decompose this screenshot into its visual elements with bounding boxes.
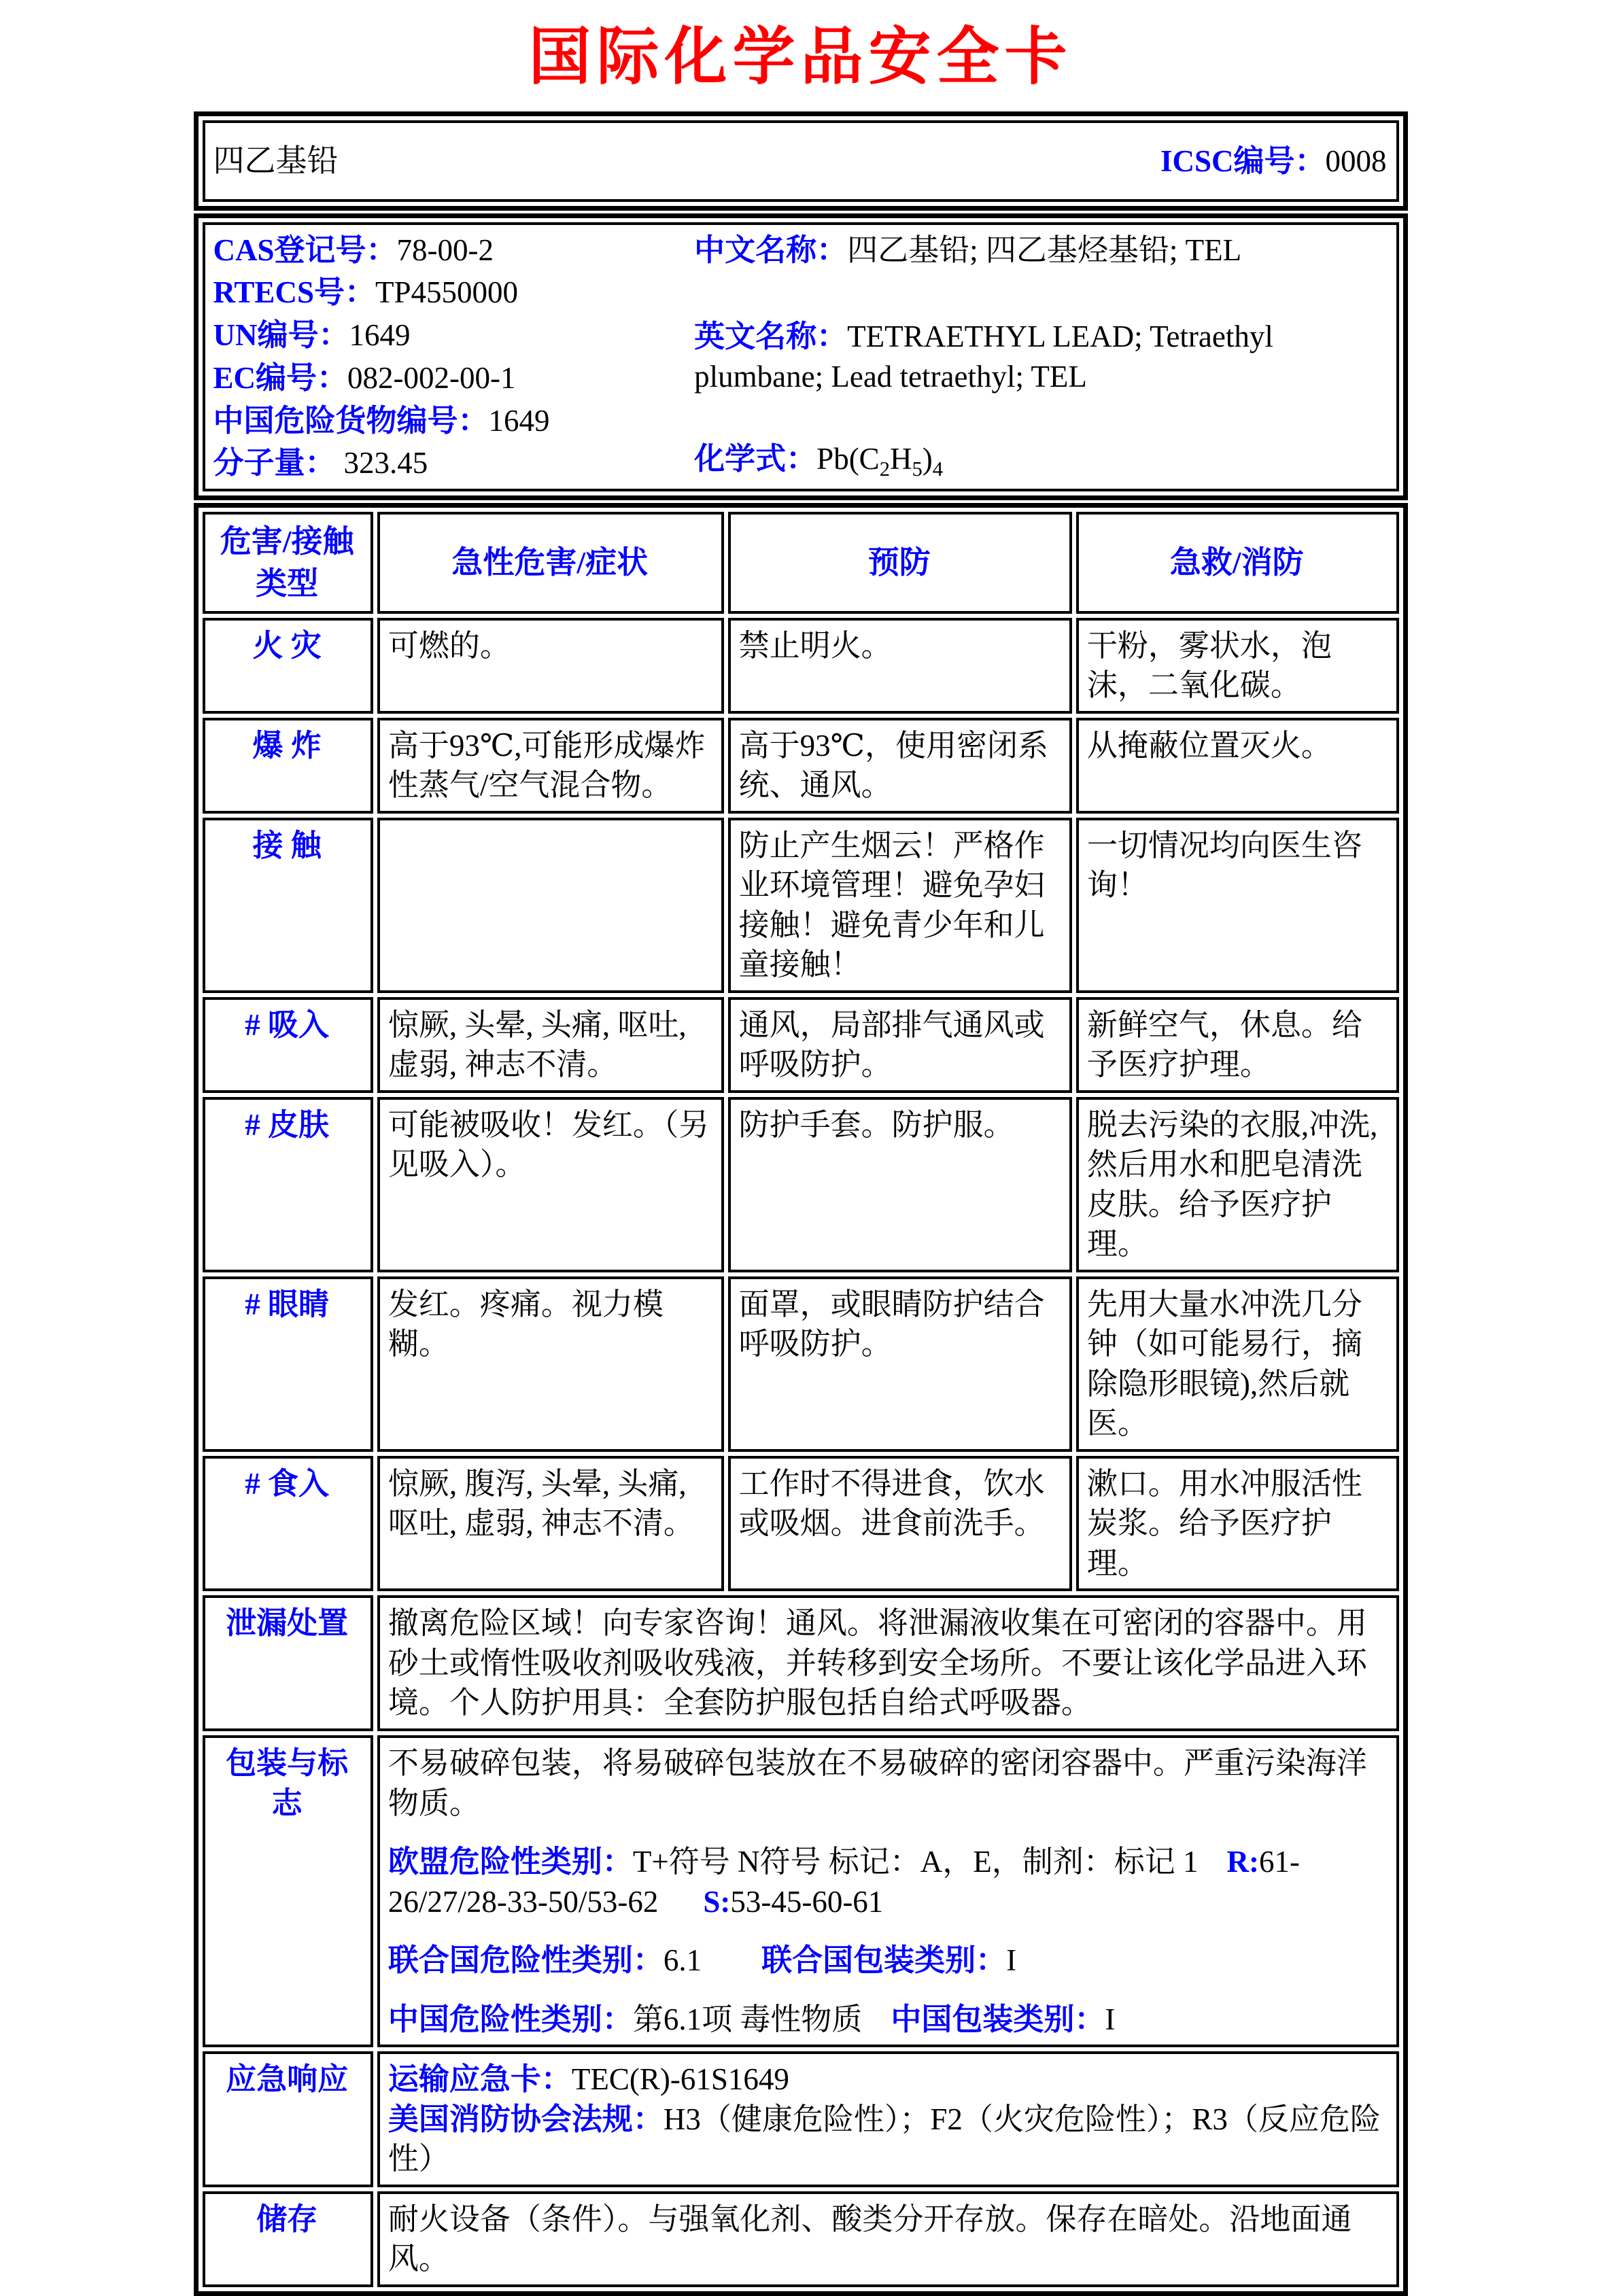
identifiers-left-column — [213, 230, 695, 483]
skin-symptom: 可能被吸收！发红。（另见吸入）。 — [377, 1097, 724, 1272]
cn-class-value: 第6.1项 毒性物质 — [632, 2002, 863, 2036]
formula-subscript: 4 — [932, 457, 944, 481]
skin-response: 脱去污染的衣服,冲洗,然后用水和肥皂清洗皮肤。给予医疗护理。 — [1076, 1097, 1399, 1272]
spill-disposal-text: 撤离危险区域！向专家咨询！通风。将泄漏液收集在可密闭的容器中。用砂土或惰性吸收剂吸收残液，并转移到安全场所。不要让该化学品进入环境。个人防护用具：全套防护服包括自给式呼吸器。 — [377, 1595, 1399, 1731]
chemical-name: 四乙基铅 — [213, 143, 339, 178]
chemical-formula-value — [816, 442, 944, 481]
chemical-header-row — [203, 120, 1399, 202]
formula-subscript: 5 — [912, 457, 923, 481]
hazard-table-header-row — [203, 512, 1399, 614]
s-phrases-value: 53-45-60-61 — [730, 1884, 884, 1919]
un-number — [213, 315, 695, 355]
table-row-emergency-response — [203, 2051, 1399, 2187]
inhalation-response: 新鲜空气，休息。给予医疗护理。 — [1076, 997, 1399, 1093]
header-first-aid: 急救/消防 — [1076, 512, 1399, 614]
molecular-weight — [213, 443, 695, 483]
chemical-header-table — [194, 111, 1408, 211]
molecular-weight-label: 分子量： — [213, 446, 336, 481]
chemical-formula — [694, 439, 1386, 483]
ec-number-value: 082-002-00-1 — [347, 360, 516, 395]
ec-number — [213, 358, 695, 398]
un-number-value: 1649 — [349, 318, 411, 353]
table-row-exposure — [203, 818, 1399, 993]
china-dg-number-value: 1649 — [488, 403, 550, 438]
fire-symptom: 可燃的。 — [377, 618, 724, 714]
transport-emergency-card — [388, 2059, 1387, 2100]
un-classification — [388, 1941, 1387, 1981]
cn-class-label: 中国危险性类别： — [388, 2002, 633, 2036]
nfpa-label: 美国消防协会法规： — [388, 2102, 664, 2136]
identifiers-right-column — [694, 230, 1386, 483]
row-category: 泄漏处置 — [203, 1595, 373, 1731]
row-category: 接 触 — [203, 818, 373, 993]
eyes-response: 先用大量水冲洗几分钟（如可能易行，摘除隐形眼镜),然后就医。 — [1076, 1276, 1399, 1452]
cas-number — [213, 230, 695, 271]
tec-value: TEC(R)-61S1649 — [571, 2062, 789, 2097]
storage-text: 耐火设备（条件）。与强氧化剂、酸类分开存放。保存在暗处。沿地面通风。 — [377, 2191, 1399, 2287]
fire-response: 干粉，雾状水，泡沫，二氧化碳。 — [1076, 618, 1399, 714]
r-phrases-label: R: — [1226, 1845, 1259, 1879]
eyes-prevention: 面罩，或眼睛防护结合呼吸防护。 — [728, 1276, 1072, 1452]
table-row-skin — [203, 1097, 1399, 1272]
molecular-weight-value: 323.45 — [343, 446, 428, 481]
nfpa-code — [388, 2100, 1387, 2179]
identifiers-table — [194, 213, 1408, 500]
emergency-response-cell — [377, 2051, 1399, 2187]
explosion-prevention: 高于93℃，使用密闭系统、通风。 — [728, 718, 1072, 814]
header-prevention: 预防 — [728, 512, 1072, 614]
chinese-names — [694, 230, 1386, 271]
chemical-header-cell — [203, 120, 1399, 202]
english-names-label: 英文名称： — [694, 319, 848, 354]
safety-card — [194, 111, 1408, 2296]
eu-classification-value: T+符号 N符号 标记：A，E，制剂：标记 1 — [632, 1845, 1199, 1879]
un-class-label: 联合国危险性类别： — [388, 1943, 664, 1978]
row-category: 应急响应 — [203, 2051, 373, 2187]
row-category: # 眼睛 — [203, 1276, 373, 1452]
ingestion-prevention: 工作时不得进食，饮水或吸烟。进食前洗手。 — [728, 1456, 1072, 1592]
cn-pack-label: 中国包装类别： — [891, 2002, 1105, 2036]
icsc-number — [1160, 141, 1387, 181]
nfpa-value: H3（健康危险性）；F2（火灾危险性）；R3（反应危险性） — [388, 2102, 1381, 2176]
english-names-value: TETRAETHYL LEAD; Tetraethyl plumbane; Lead tetraethyl; TEL — [694, 319, 1273, 394]
un-number-label: UN编号： — [213, 318, 349, 353]
eyes-symptom: 发红。疼痛。视力模糊。 — [377, 1276, 724, 1452]
ec-number-label: EC编号： — [213, 360, 348, 395]
s-phrases-label: S: — [703, 1884, 731, 1919]
eu-classification-label: 欧盟危险性类别： — [388, 1845, 633, 1879]
row-category: 火 灾 — [203, 618, 373, 714]
china-dg-number — [213, 401, 695, 441]
row-category: # 吸入 — [203, 997, 373, 1093]
eu-classification — [388, 1842, 1387, 1921]
header-hazard-type: 危害/接触类型 — [203, 512, 373, 614]
header-acute-hazards: 急性危害/症状 — [377, 512, 724, 614]
icsc-number-value: 0008 — [1325, 143, 1387, 178]
table-row-storage — [203, 2191, 1399, 2287]
row-category: 储存 — [203, 2191, 373, 2287]
rtecs-number-label: RTECS号： — [213, 275, 375, 310]
chinese-names-value: 四乙基铅; 四乙基烃基铅; TEL — [847, 232, 1242, 267]
rtecs-number-value: TP4550000 — [375, 275, 518, 310]
row-category: 包装与标志 — [203, 1735, 373, 2047]
cn-pack-value: I — [1105, 2002, 1116, 2036]
row-category: 爆 炸 — [203, 718, 373, 814]
table-row-fire — [203, 618, 1399, 714]
table-row-eyes — [203, 1276, 1399, 1452]
english-names — [694, 317, 1386, 396]
explosion-symptom: 高于93℃,可能形成爆炸性蒸气/空气混合物。 — [377, 718, 724, 814]
packaging-labelling-cell — [377, 1735, 1399, 2047]
china-dg-number-label: 中国危险货物编号： — [213, 403, 489, 438]
table-row-spill-disposal — [203, 1595, 1399, 1731]
exposure-symptom — [377, 818, 724, 993]
formula-part: Pb(C — [816, 442, 880, 476]
un-pack-label: 联合国包装类别： — [761, 1943, 1007, 1978]
formula-subscript: 2 — [879, 457, 890, 481]
cn-classification — [388, 2000, 1387, 2040]
formula-part: ) — [922, 442, 933, 476]
exposure-prevention: 防止产生烟云！严格作业环境管理！避免孕妇接触！避免青少年和儿童接触！ — [728, 818, 1072, 993]
tec-label: 运输应急卡： — [388, 2062, 572, 2097]
ingestion-symptom: 惊厥, 腹泻, 头晕, 头痛, 呕吐, 虚弱, 神志不清。 — [377, 1456, 724, 1592]
fire-prevention: 禁止明火。 — [728, 618, 1072, 714]
ingestion-response: 漱口。用水冲服活性炭浆。给予医疗护理。 — [1076, 1456, 1399, 1592]
exposure-response: 一切情况均向医生咨询！ — [1076, 818, 1399, 993]
table-row-inhalation — [203, 997, 1399, 1093]
inhalation-prevention: 通风，局部排气通风或呼吸防护。 — [728, 997, 1072, 1093]
identifiers-row — [203, 222, 1399, 491]
r-phrases-value: 61-26/27/28-33-50/53-62 — [388, 1845, 1300, 1919]
rtecs-number — [213, 273, 695, 313]
identifiers-cell — [203, 222, 1399, 491]
table-row-explosion — [203, 718, 1399, 814]
hazard-table — [194, 503, 1408, 2296]
table-row-ingestion — [203, 1456, 1399, 1592]
table-row-packaging-labelling — [203, 1735, 1399, 2047]
row-category: # 食入 — [203, 1456, 373, 1592]
explosion-response: 从掩蔽位置灭火。 — [1076, 718, 1399, 814]
page-title: 国际化学品安全卡 — [528, 22, 1073, 92]
inhalation-symptom: 惊厥, 头晕, 头痛, 呕吐, 虚弱, 神志不清。 — [377, 997, 724, 1093]
cas-number-value: 78-00-2 — [396, 232, 494, 267]
formula-part: H — [890, 442, 912, 476]
skin-prevention: 防护手套。防护服。 — [728, 1097, 1072, 1272]
chinese-names-label: 中文名称： — [694, 232, 848, 267]
packaging-note: 不易破碎包装，将易破碎包装放在不易破碎的密闭容器中。严重污染海洋物质。 — [388, 1746, 1367, 1820]
row-category: # 皮肤 — [203, 1097, 373, 1272]
icsc-number-label: ICSC编号： — [1160, 143, 1326, 178]
un-pack-value: I — [1006, 1943, 1017, 1978]
cas-number-label: CAS登记号： — [213, 232, 397, 267]
un-class-value: 6.1 — [663, 1943, 702, 1978]
chemical-formula-label: 化学式： — [694, 442, 817, 476]
